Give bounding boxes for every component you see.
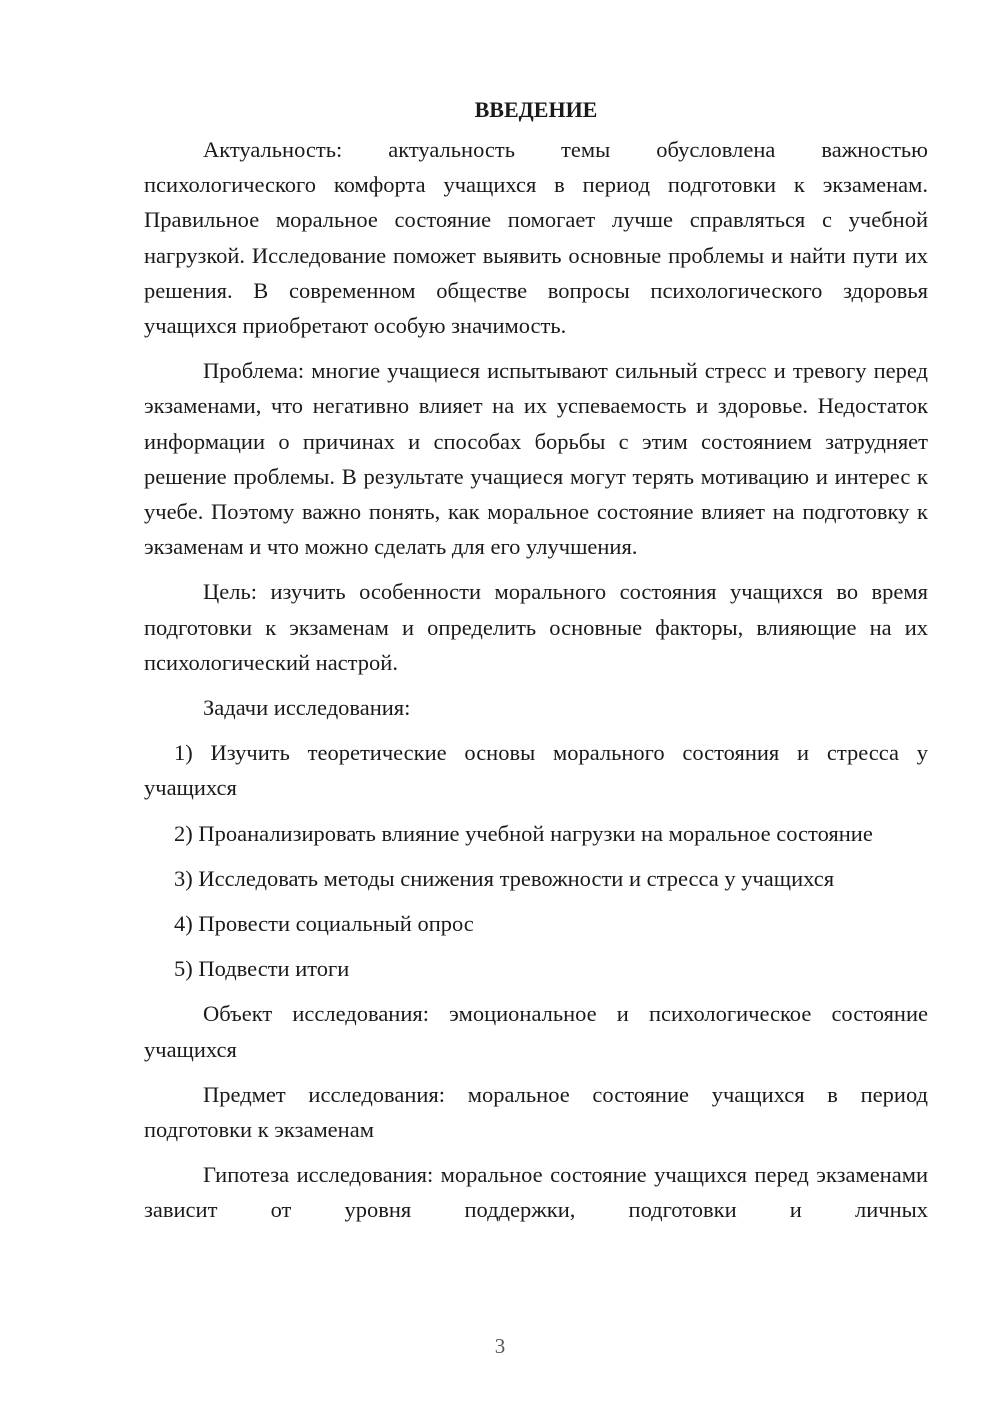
relevance-paragraph: Актуальность: актуальность темы обусловлена важностью психологического комфорта учащихся в период подготовки к экзаменам. Правильное моральное состояние помогает лучше справляться с учебной нагрузкой. Исследование поможет выявить основные проблемы и найти пути их решения. В современном обществе вопросы психологического здоровья учащихся приобретают особую значимость. xyxy=(144,137,928,339)
subject-paragraph: Предмет исследования: моральное состояние учащихся в период подготовки к экзаменам xyxy=(144,1081,928,1143)
tasks-list xyxy=(144,735,928,986)
task-item-5: 5) Подвести итоги xyxy=(174,956,350,982)
problem-paragraph: Проблема: многие учащиеся испытывают сильный стресс и тревогу перед экзаменами, что негативно влияет на их успеваемость и здоровье. Недостаток информации о причинах и способах борьбы с этим состоянием затрудняет решение проблемы. В результате учащиеся могут терять мотивацию и интерес к учебе. Поэтому важно понять, как моральное состояние влияет на подготовку к экзаменам и что можно сделать для его улучшения. xyxy=(144,358,928,560)
hypothesis-paragraph: Гипотеза исследования: моральное состояние учащихся перед экзаменами зависит от уровня поддержки, подготовки и личных xyxy=(144,1162,928,1223)
goal-paragraph: Цель: изучить особенности морального состояния учащихся во время подготовки к экзаменам и определить основные факторы, влияющие на их психологический настрой. xyxy=(144,579,928,675)
task-item-3: 3) Исследовать методы снижения тревожности и стресса у учащихся xyxy=(174,865,835,891)
document-page xyxy=(144,92,928,1238)
page-number: 3 xyxy=(494,1334,506,1358)
task-item-4: 4) Провести социальный опрос xyxy=(174,911,474,937)
section-heading: ВВЕДЕНИЕ xyxy=(474,97,598,122)
task-item-2: 2) Проанализировать влияние учебной нагрузки на моральное состояние xyxy=(174,820,873,846)
object-paragraph: Объект исследования: эмоциональное и психологическое состояние учащихся xyxy=(144,1001,928,1062)
tasks-heading: Задачи исследования: xyxy=(203,695,411,721)
task-item-1: 1) Изучить теоретические основы морального состояния и стресса у учащихся xyxy=(144,740,928,801)
